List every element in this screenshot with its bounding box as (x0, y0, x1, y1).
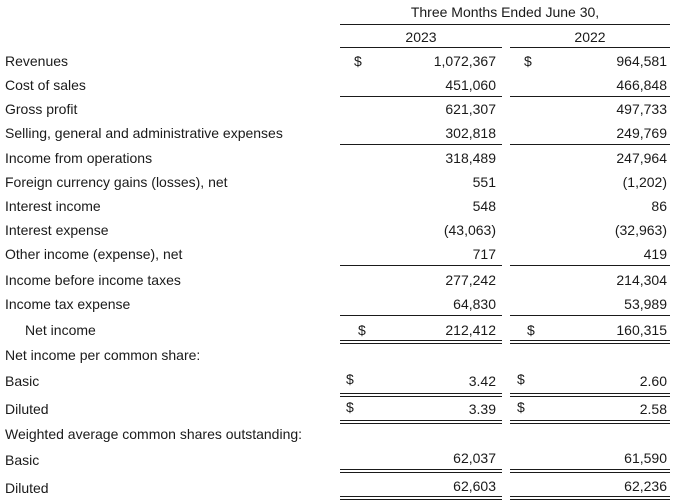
currency-symbol: $ (346, 399, 354, 415)
value-2022-income-from-operations: 247,964 (616, 150, 667, 166)
currency-symbol: $ (517, 399, 525, 415)
year-2022-underline (510, 47, 670, 48)
double-underline-bottom (510, 343, 670, 344)
currency-symbol: $ (346, 371, 354, 387)
value-2022-basic-shares: 61,590 (624, 450, 667, 466)
double-underline-bottom (510, 472, 670, 473)
section-heading-weighted-shares: Weighted average common shares outstanding: (5, 426, 303, 442)
value-2023-income-before-taxes: 277,242 (445, 272, 496, 288)
double-underline-top (340, 496, 502, 497)
value-2022-gross-profit: 497,733 (616, 101, 667, 117)
double-underline-bottom (510, 396, 670, 397)
value-2023-cost-of-sales: 451,060 (445, 77, 496, 93)
value-2023-gross-profit: 621,307 (445, 101, 496, 117)
year-2022-header: 2022 (574, 29, 606, 45)
row-label-diluted-shares: Diluted (5, 480, 49, 496)
value-2022-net-income: 160,315 (616, 322, 667, 338)
row-label-income-tax: Income tax expense (5, 296, 131, 312)
subtotal-line (510, 144, 670, 145)
double-underline-bottom (510, 499, 670, 500)
row-label-income-from-operations: Income from operations (5, 150, 153, 166)
double-underline-bottom (340, 499, 502, 500)
row-label-foreign-currency: Foreign currency gains (losses), net (5, 174, 228, 190)
currency-symbol: $ (517, 371, 525, 387)
row-label-gross-profit: Gross profit (5, 101, 78, 117)
currency-symbol: $ (527, 322, 535, 338)
subtotal-line (510, 265, 670, 266)
value-2023-diluted-shares: 62,603 (453, 478, 496, 494)
row-label-revenues: Revenues (5, 53, 69, 69)
row-label-cost-of-sales: Cost of sales (5, 77, 86, 93)
double-underline-top (340, 420, 502, 421)
value-2023-foreign-currency: 551 (472, 174, 496, 190)
double-underline-top (510, 469, 670, 470)
row-label-interest-income: Interest income (5, 198, 101, 214)
row-label-diluted-eps: Diluted (5, 401, 49, 417)
value-2022-diluted-eps: 2.58 (639, 401, 667, 417)
value-2023-sga: 302,818 (445, 125, 496, 141)
value-2023-revenues: 1,072,367 (433, 53, 496, 69)
value-2022-diluted-shares: 62,236 (624, 478, 667, 494)
value-2022-income-before-taxes: 214,304 (616, 272, 667, 288)
value-2022-sga: 249,769 (616, 125, 667, 141)
value-2023-net-income: 212,412 (445, 322, 496, 338)
value-2022-basic-eps: 2.60 (639, 373, 667, 389)
value-2023-basic-eps: 3.42 (468, 373, 496, 389)
double-underline-top (340, 469, 502, 470)
subtotal-line (510, 315, 670, 316)
value-2022-foreign-currency: (1,202) (622, 174, 667, 190)
double-underline-top (340, 340, 502, 341)
value-2023-income-from-operations: 318,489 (445, 150, 496, 166)
row-label-income-before-taxes: Income before income taxes (5, 272, 181, 288)
value-2022-interest-expense: (32,963) (614, 222, 667, 238)
row-label-sga: Selling, general and administrative expenses (5, 125, 283, 141)
double-underline-top (340, 393, 502, 394)
subtotal-line (510, 96, 670, 97)
double-underline-bottom (340, 343, 502, 344)
value-2022-interest-income: 86 (651, 198, 667, 214)
row-label-other-income: Other income (expense), net (5, 246, 183, 262)
row-label-basic-shares: Basic (5, 452, 40, 468)
value-2022-cost-of-sales: 466,848 (616, 77, 667, 93)
year-2023-header: 2023 (405, 29, 437, 45)
value-2022-other-income: 419 (643, 246, 667, 262)
value-2023-basic-shares: 62,037 (453, 450, 496, 466)
subtotal-line (340, 315, 502, 316)
currency-symbol: $ (354, 53, 362, 69)
value-2023-income-tax: 64,830 (453, 296, 496, 312)
double-underline-top (510, 340, 670, 341)
value-2023-other-income: 717 (472, 246, 496, 262)
double-underline-bottom (340, 472, 502, 473)
double-underline-top (510, 420, 670, 421)
double-underline-bottom (510, 423, 670, 424)
row-label-interest-expense: Interest expense (5, 222, 109, 238)
double-underline-bottom (340, 396, 502, 397)
currency-symbol: $ (358, 322, 366, 338)
value-2022-income-tax: 53,989 (624, 296, 667, 312)
double-underline-bottom (340, 423, 502, 424)
value-2023-diluted-eps: 3.39 (468, 401, 496, 417)
year-2023-underline (340, 47, 502, 48)
double-underline-top (510, 393, 670, 394)
period-header: Three Months Ended June 30, (410, 4, 600, 20)
subtotal-line (340, 265, 502, 266)
row-label-net-income: Net income (25, 322, 96, 338)
subtotal-line (340, 144, 502, 145)
header-divider (340, 24, 670, 25)
double-underline-top (510, 496, 670, 497)
value-2023-interest-income: 548 (472, 198, 496, 214)
section-heading-per-share: Net income per common share: (5, 347, 201, 363)
value-2022-revenues: 964,581 (616, 53, 667, 69)
row-label-basic-eps: Basic (5, 373, 40, 389)
currency-symbol: $ (524, 53, 532, 69)
value-2023-interest-expense: (43,063) (443, 222, 496, 238)
subtotal-line (340, 96, 502, 97)
